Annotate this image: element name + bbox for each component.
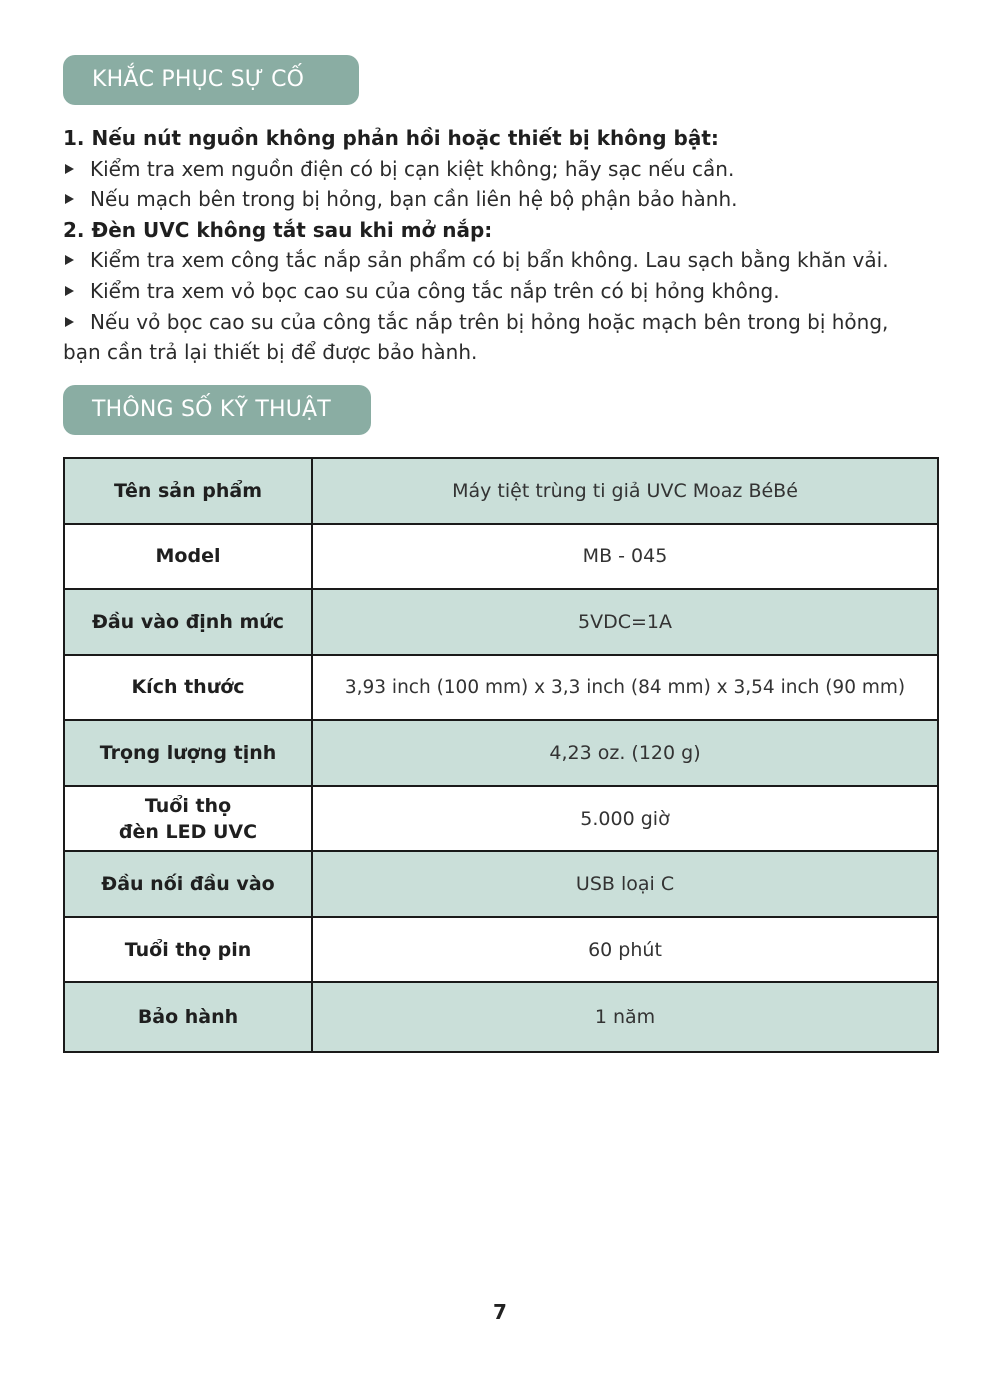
table-row	[64, 982, 938, 1052]
bullet-text: Kiểm tra xem nguồn điện có bị cạn kiệt không; hãy sạc nếu cần.	[90, 157, 735, 181]
troubleshooting-bullet	[63, 248, 943, 272]
table-row	[64, 458, 938, 524]
spec-label: Đầu vào định mức	[64, 589, 312, 655]
spec-label: Trọng lượng tịnh	[64, 720, 312, 786]
troubleshooting-title: KHẮC PHỤC SỰ CỐ	[63, 55, 359, 105]
spec-value: 4,23 oz. (120 g)	[312, 720, 938, 786]
bullet-text: Kiểm tra xem công tắc nắp sản phẩm có bị bẩn không. Lau sạch bằng khăn vải.	[90, 248, 889, 272]
bullet-text: Nếu vỏ bọc cao su của công tắc nắp trên bị hỏng hoặc mạch bên trong bị hỏng,	[90, 310, 889, 334]
spec-label: Đầu nối đầu vào	[64, 851, 312, 917]
spec-label	[64, 786, 312, 852]
bullet-arrow-icon	[65, 164, 74, 174]
troubleshooting-bullet	[63, 279, 943, 303]
troubleshooting-heading-2: 2. Đèn UVC không tắt sau khi mở nắp:	[63, 218, 493, 242]
bullet-arrow-icon	[65, 194, 74, 204]
spec-value: 5.000 giờ	[312, 786, 938, 852]
table-row	[64, 720, 938, 786]
spec-value: 5VDC=1A	[312, 589, 938, 655]
spec-value: 60 phút	[312, 917, 938, 983]
spec-label: Kích thước	[64, 655, 312, 721]
table-row	[64, 851, 938, 917]
spec-value: USB loại C	[312, 851, 938, 917]
table-row	[64, 917, 938, 983]
bullet-text: Nếu mạch bên trong bị hỏng, bạn cần liên hệ bộ phận bảo hành.	[90, 187, 738, 211]
troubleshooting-bullet	[63, 187, 943, 211]
spec-label-line: đèn LED UVC	[118, 820, 258, 843]
table-row	[64, 786, 938, 852]
spec-label: Tuổi thọ pin	[64, 917, 312, 983]
spec-label: Bảo hành	[64, 982, 312, 1052]
bullet-arrow-icon	[65, 286, 74, 296]
table-row	[64, 655, 938, 721]
bullet-text: Kiểm tra xem vỏ bọc cao su của công tắc nắp trên có bị hỏng không.	[90, 279, 780, 303]
troubleshooting-continuation: bạn cần trả lại thiết bị để được bảo hành.	[63, 340, 478, 364]
spec-label: Tên sản phẩm	[64, 458, 312, 524]
spec-value: 1 năm	[312, 982, 938, 1052]
bullet-arrow-icon	[65, 317, 74, 327]
table-row	[64, 524, 938, 590]
spec-value: MB - 045	[312, 524, 938, 590]
spec-label: Model	[64, 524, 312, 590]
spec-label-line: Tuổi thọ	[144, 794, 232, 817]
spec-value: 3,93 inch (100 mm) x 3,3 inch (84 mm) x 3,54 inch (90 mm)	[312, 655, 938, 721]
specs-table	[63, 457, 939, 1053]
spec-value: Máy tiệt trùng ti giả UVC Moaz BéBé	[312, 458, 938, 524]
troubleshooting-heading-1: 1. Nếu nút nguồn không phản hồi hoặc thiết bị không bật:	[63, 126, 719, 150]
specs-title: THÔNG SỐ KỸ THUẬT	[63, 385, 371, 435]
bullet-arrow-icon	[65, 255, 74, 265]
troubleshooting-bullet	[63, 157, 943, 181]
page-number: 7	[493, 1300, 507, 1324]
table-row	[64, 589, 938, 655]
troubleshooting-bullet	[63, 310, 943, 334]
